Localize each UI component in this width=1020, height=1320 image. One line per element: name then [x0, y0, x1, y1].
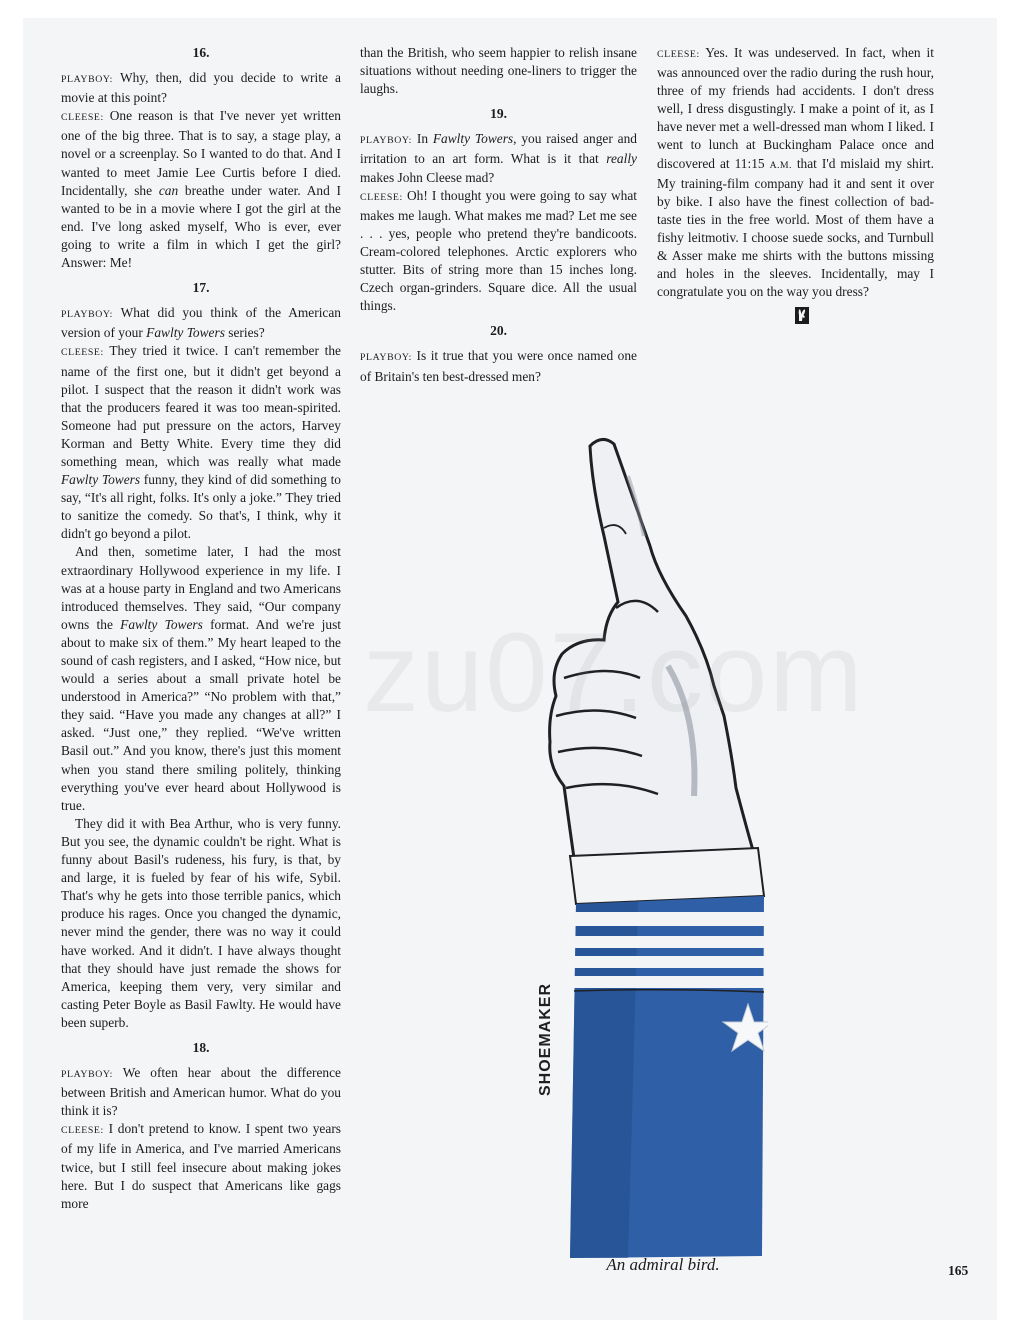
- paragraph-text: In: [416, 131, 433, 147]
- section-number: 17.: [192, 280, 210, 296]
- page-number: 165: [948, 1263, 969, 1278]
- emphasis: Fawlty Towers: [61, 472, 141, 488]
- section-number: 16.: [192, 45, 210, 60]
- artist-signature: [537, 983, 554, 1096]
- speaker-label: CLEESE:: [61, 1125, 104, 1137]
- paragraph-text: makes John Cleese mad?: [360, 169, 495, 185]
- emphasis: can: [158, 182, 179, 198]
- sleeve-cuff: [570, 848, 764, 904]
- sleeve-stripe: [574, 936, 764, 948]
- paragraph-text: What did you think of the American version of your: [61, 305, 341, 341]
- signature-text: SHOEMAKER: [537, 982, 554, 1096]
- speaker-label: PLAYBOY:: [61, 309, 113, 321]
- paragraph-text: We often hear about the difference between British and American humor. What do you think it is?: [61, 1065, 341, 1119]
- paragraph-text: , you raised anger and irritation to an art form. What is it that: [360, 131, 637, 167]
- paragraph-text: Why, then, did you decide to write a movie at this point?: [61, 70, 342, 106]
- paragraph: [360, 130, 637, 186]
- paragraph-text: that I'd mislaid my shirt. My training-film company had it and sent it over by bike. I also have the finest collection of bad-taste ties in the free world. Most of them have a fishy leitmotiv. I choose suede socks, and Turnbull & Asser make me shirts with the buttons missing and holes in the sleeves. Incidentally, may I congratulate you on the way you dress?: [657, 155, 935, 300]
- paragraph-text: And then, sometime later, I had the most extraordinary Hollywood experience in my life. I was at a house party in England and two Americans introduced themselves. They said, “Our company owns the: [61, 544, 341, 632]
- paragraph: [657, 44, 934, 301]
- speaker-label: CLEESE:: [360, 191, 403, 203]
- paragraph-text: format. And we're just about to make six of them.” My heart leaped to the sound of cash registers, and I asked, “How nice, but would a series about a small private hotel be understood in America?” “No problem with that,” they said. “Have you made any changes at all?” I asked. “Just one,” they replied. “We've written Basil out.” And you know, there's just this moment when you stand there smiling politely, thinking everything you've ever heard about Hollywood is true.: [61, 616, 342, 813]
- paragraph: They did it with Bea Arthur, who is very funny. But you see, the dynamic couldn't be right. What is funny about Basil's rudeness, his fury, is that, by and large, it is fueled by fear of his wife, Sybil. That's why he gets into those terrible panics, which produce his rages. Once you changed the dynamic, never mind the gender, there was no way it could have worked. And it didn't. I have always thought that they should have just remade the shows for America, keeping them very, very similar and casting Peter Boyle as Basil Fawlty. He would have been superb.: [61, 815, 341, 1030]
- paragraph: [61, 1120, 341, 1212]
- sleeve-stripe: [574, 976, 764, 988]
- paragraph-text: They tried it twice. I can't remember the name of the first one, but it didn't get beyond a pilot. I suspect that the reason it didn't work was that the producers feared it was too mean-spirited. Someone had put pressure on the actors, Harvey Korman and Betty White. Every time they did something mean, which was really what made: [61, 343, 341, 469]
- paragraph: [61, 107, 341, 272]
- section-number: 18.: [192, 1039, 210, 1055]
- speaker-label: CLEESE:: [61, 112, 104, 124]
- paragraph: [61, 1064, 341, 1120]
- paragraph-text: funny, they kind of did something to say, “It's all right, folks. It's only a joke.” They tried to sanitize the comedy. So that's, I think, why it didn't go beyond a pilot.: [61, 472, 341, 542]
- sleeve-stripe: [574, 956, 764, 968]
- speaker-label: PLAYBOY:: [61, 74, 113, 86]
- paragraph-text: I don't pretend to know. I spent two years of my life in America, and I've married Americans twice, but I still feel insecure about making jokes here. But I do suspect that Americans like gags more: [61, 1121, 341, 1211]
- paragraph-text: series?: [224, 325, 265, 341]
- text-column-2: [360, 44, 637, 386]
- paragraph: [61, 304, 341, 342]
- admiral-hand-illustration: [518, 416, 768, 1261]
- paragraph: [61, 69, 341, 107]
- magazine-page: [23, 18, 997, 1320]
- paragraph: [61, 543, 341, 814]
- illustration-caption: An admiral bird.: [606, 1255, 720, 1274]
- speaker-label: PLAYBOY:: [61, 1069, 113, 1081]
- paragraph: than the British, who seem happier to relish insane situations without needing one-liners to trigger the laughs.: [360, 45, 637, 97]
- emphasis: Fawlty Towers: [146, 325, 225, 341]
- sleeve-stripe: [574, 912, 764, 926]
- paragraph-text: One reason is that I've never yet written one of the big three. That is to say, a stage play, a novel or a screenplay. So I wanted to do that. And I wanted to meet Jamie Lee Curtis before I died. Incidentally, she: [61, 108, 341, 198]
- playboy-bunny-icon: [795, 307, 809, 324]
- section-number: 19.: [490, 106, 507, 122]
- paragraph: [61, 342, 341, 543]
- text-column-3: [657, 44, 934, 324]
- hand-outline: [550, 439, 754, 858]
- text-column-1: [61, 44, 341, 1213]
- paragraph-text: Oh! I thought you were going to say what makes me laugh. What makes me mad? Let me see . . . yes, people who pretend they're bandicoots. Cream-colored telephones. Arctic explorers who stutter. Bits of string more than 15 inches long. Czech organ-grinders. Square dice. All the usual things.: [360, 187, 637, 314]
- paragraph-text: Yes. It was undeserved. In fact, when it was announced over the radio during the rush hour, three of my friends had accidents. I don't dress well, I dress disgustingly. I make a point of it, as I have never met a well-dressed man whom I liked. I went to lunch at Buckingham Palace once and discovered at 11:15: [657, 45, 934, 171]
- paragraph-text: breathe under water. And I wanted to be in a movie where I got the girl at the end. I've long asked myself, Who is ever, ever going to write a film in which I get the girl? Answer: Me!: [61, 182, 341, 271]
- section-number: 20.: [490, 323, 507, 339]
- paragraph: [360, 187, 637, 316]
- speaker-label: PLAYBOY:: [360, 135, 412, 147]
- speaker-label: CLEESE:: [61, 347, 104, 359]
- emphasis: Fawlty Towers: [120, 616, 203, 632]
- emphasis: Fawlty Towers: [432, 131, 514, 147]
- paragraph-text: Is it true that you were once named one of Britain's ten best-dressed men?: [360, 348, 637, 384]
- emphasis: really: [606, 151, 637, 167]
- speaker-label: CLEESE:: [657, 49, 700, 60]
- paragraph: [360, 347, 637, 385]
- speaker-label: PLAYBOY:: [360, 352, 412, 364]
- time-suffix: A.M.: [769, 159, 792, 171]
